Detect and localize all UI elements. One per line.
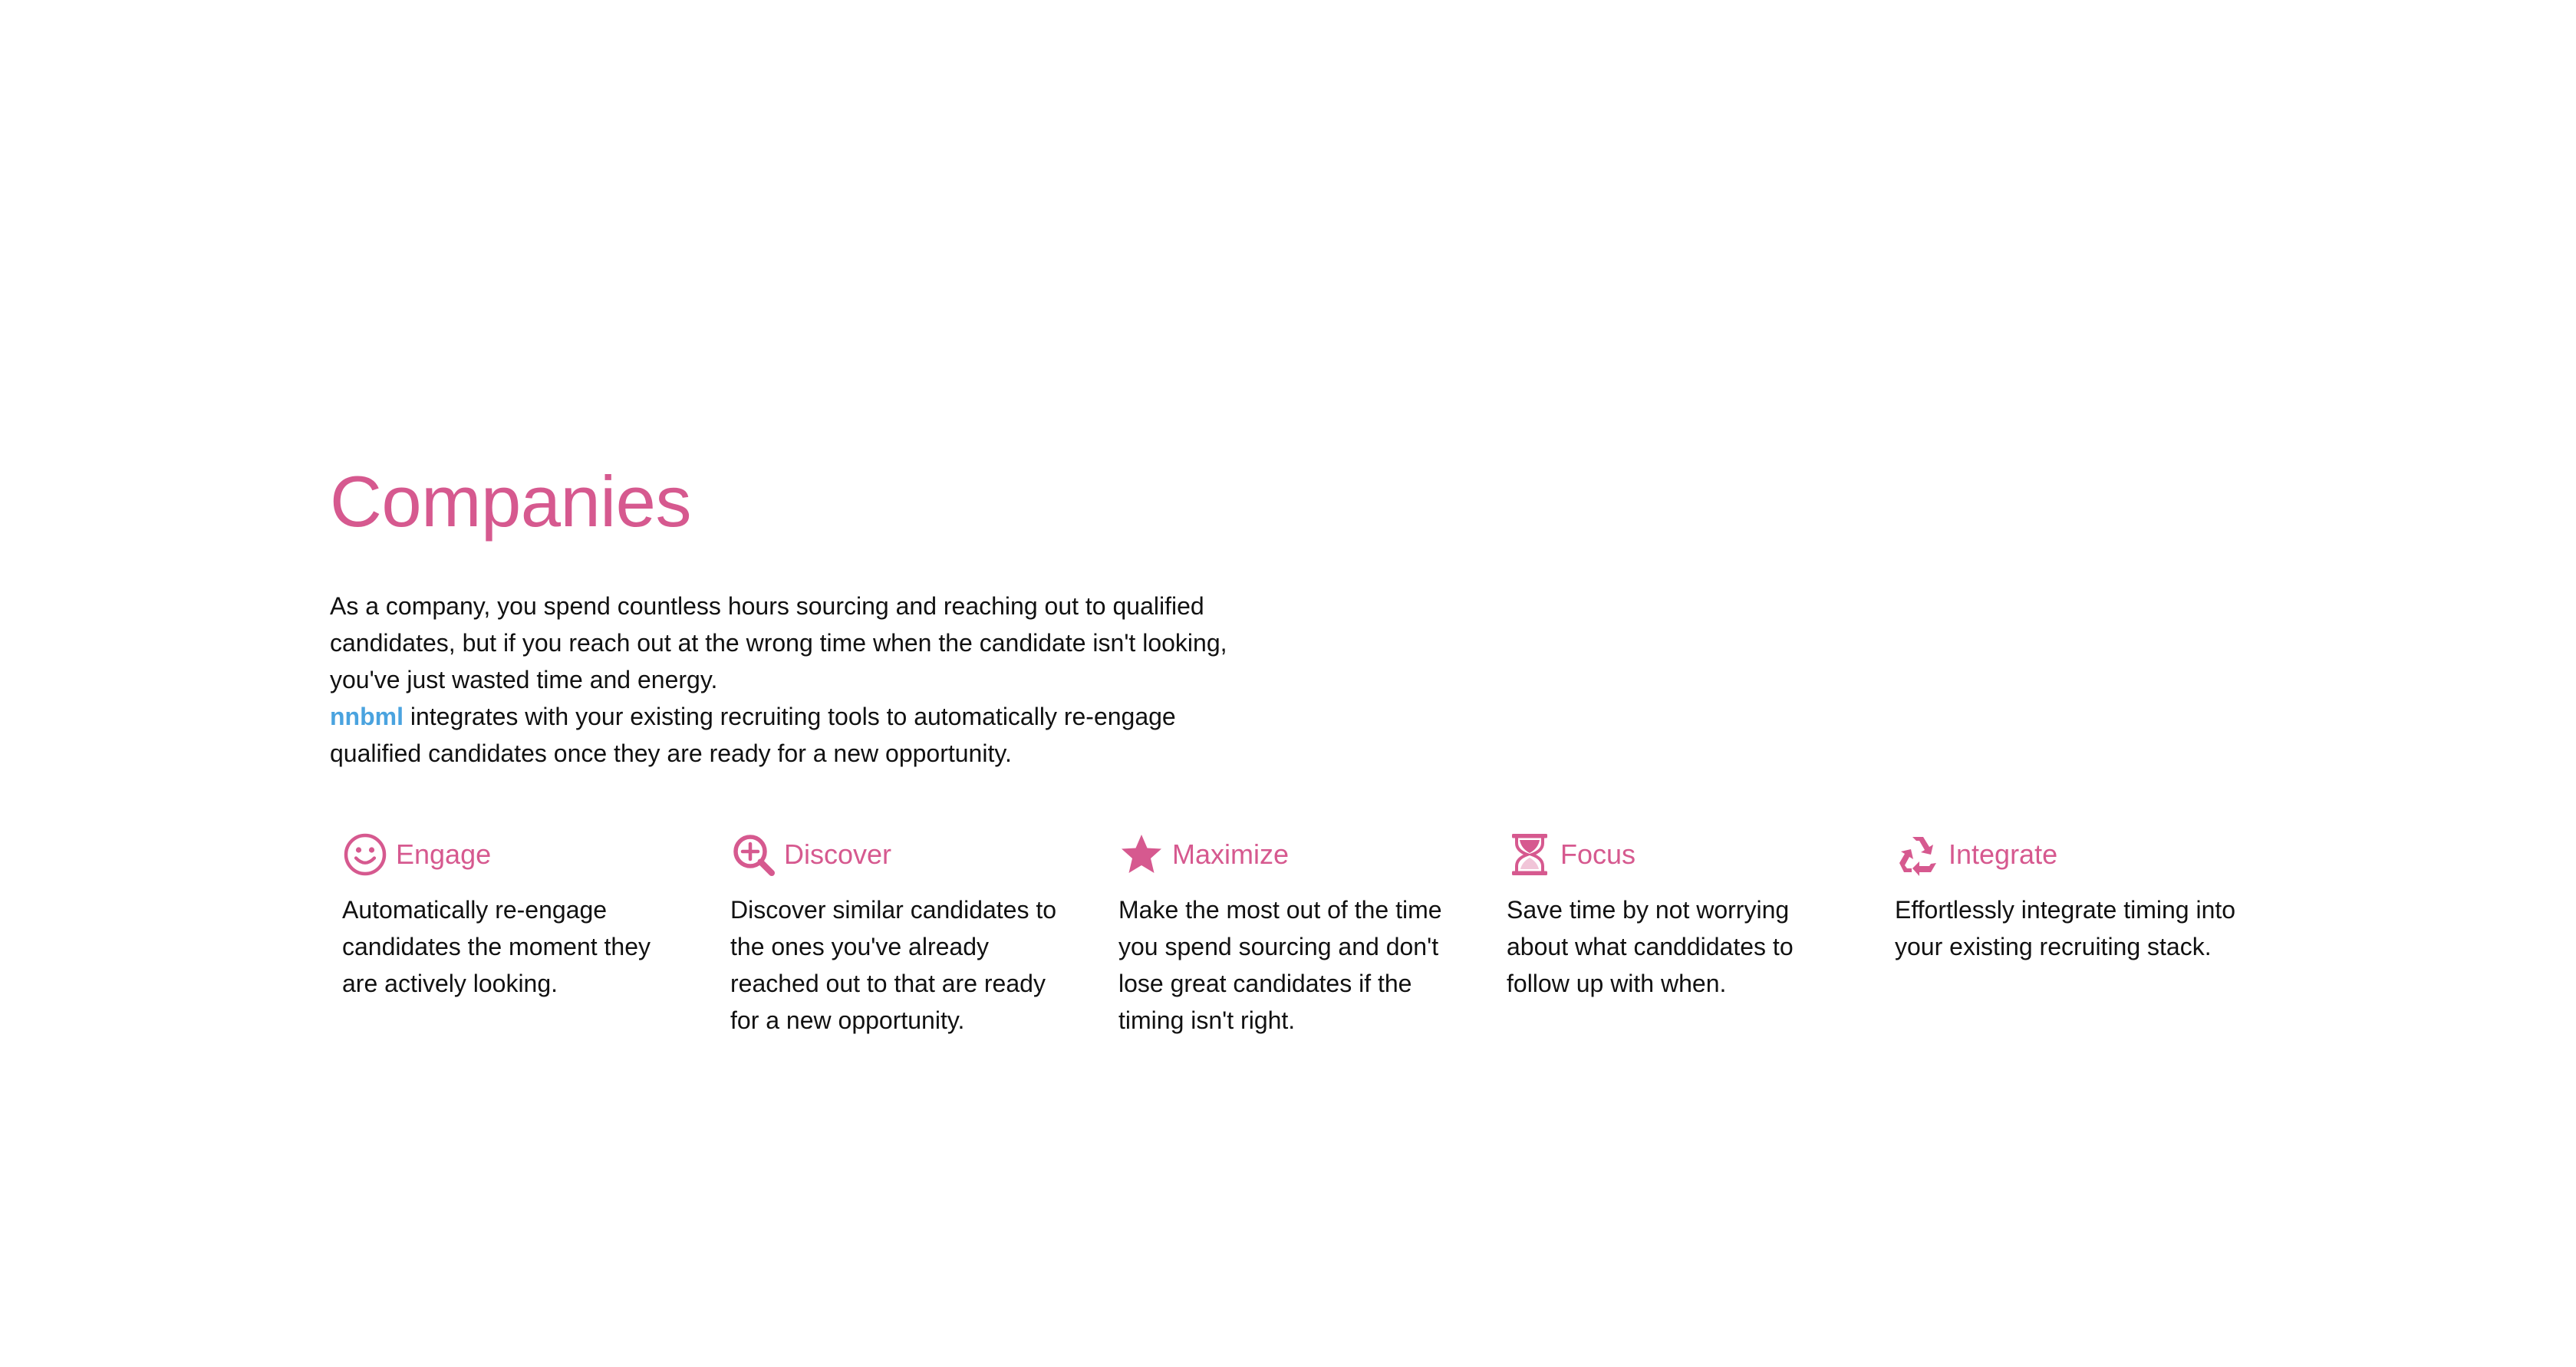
feature-list xyxy=(342,830,2294,1039)
feature-discover xyxy=(730,830,1118,1039)
smiley-icon xyxy=(342,830,388,879)
feature-header xyxy=(1895,830,2237,879)
recycle-icon xyxy=(1895,830,1941,879)
feature-focus xyxy=(1507,830,1895,1039)
feature-description: Make the most out of the time you spend sourcing and don't lose great candidates if the timing isn't right. xyxy=(1118,896,1442,1035)
feature-engage xyxy=(342,830,730,1039)
feature-header xyxy=(342,830,684,879)
feature-header xyxy=(1118,830,1461,879)
feature-header xyxy=(730,830,1072,879)
companies-section xyxy=(330,460,2294,1039)
feature-integrate xyxy=(1895,830,2283,1039)
feature-title: Focus xyxy=(1560,838,1636,871)
intro-second-paragraph xyxy=(330,698,1227,772)
feature-description: Discover similar candidates to the ones you've already reached out to that are ready for a new opportunity. xyxy=(730,896,1057,1035)
feature-title: Engage xyxy=(396,838,492,871)
feature-maximize xyxy=(1118,830,1507,1039)
feature-header xyxy=(1507,830,1849,879)
feature-title: Discover xyxy=(784,838,892,871)
intro-paragraph: As a company, you spend countless hours sourcing and reaching out to qualified candidates, but if you reach out at the wrong time when the candidate isn't looking, you've just wasted time and energy. xyxy=(330,592,1227,694)
feature-description: Automatically re-engage candidates the moment they are actively looking. xyxy=(342,896,651,998)
star-icon xyxy=(1118,830,1164,879)
feature-description: Effortlessly integrate timing into your existing recruiting stack. xyxy=(1895,896,2236,961)
feature-title: Integrate xyxy=(1948,838,2058,871)
feature-description: Save time by not worrying about what canddidates to follow up with when. xyxy=(1507,896,1794,998)
hourglass-icon xyxy=(1507,830,1553,879)
intro-second-text: integrates with your existing recruiting tools to automatically re-engage qualified candidates once they are ready for a new opportunity. xyxy=(330,703,1176,768)
zoom-in-icon xyxy=(730,830,776,879)
brand-name: nnbml xyxy=(330,703,404,731)
feature-title: Maximize xyxy=(1172,838,1290,871)
section-title: Companies xyxy=(330,461,691,542)
intro-text xyxy=(330,588,1227,772)
